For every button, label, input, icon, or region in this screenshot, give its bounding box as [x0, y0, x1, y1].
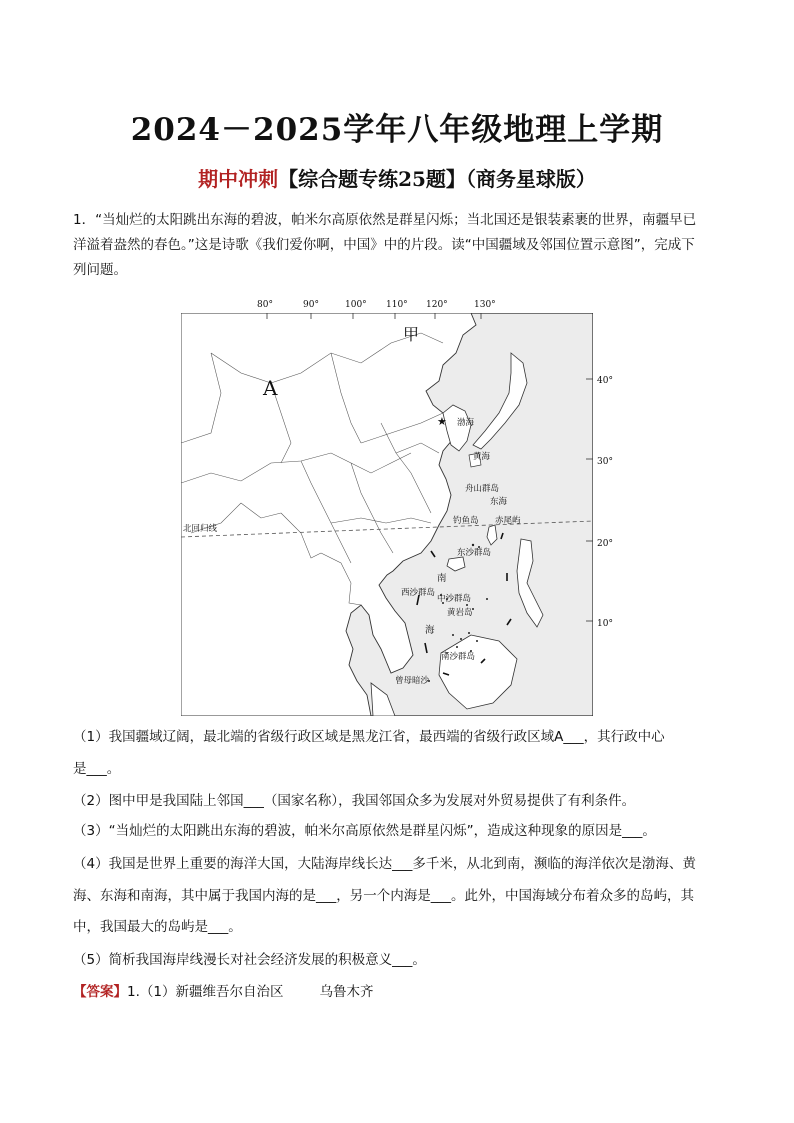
question-line: （5）简析我国海岸线漫长对社会经济发展的积极意义___。	[73, 952, 426, 968]
map-label-nan: 南	[437, 573, 447, 584]
map-label-zengmu: 曾母暗沙	[395, 676, 430, 686]
lon-label: 90°	[303, 300, 319, 310]
map-label-zhongsha: 中沙群岛	[437, 594, 472, 604]
map-label-dongsha: 东沙群岛	[457, 548, 492, 558]
question-line: 海、东海和南海，其中属于我国内海的是___，另一个内海是___。此外，中国海域分布着众多的岛屿，其	[73, 888, 694, 904]
map-label-diaoyu: 钓鱼岛	[453, 516, 479, 526]
page-title: 2024－2025学年八年级地理上学期	[130, 112, 664, 148]
page-subtitle	[0, 163, 794, 192]
lon-label: 110°	[386, 300, 408, 310]
lon-label: 130°	[474, 300, 496, 310]
question-line: （2）图中甲是我国陆上邻国___（国家名称），我国邻国众多为发展对外贸易提供了有利条件。	[73, 793, 636, 809]
lat-label: 40°	[597, 376, 613, 386]
lat-label: 20°	[597, 539, 613, 549]
question-line: 中，我国最大的岛屿是___。	[73, 919, 242, 935]
answer-part-2: 乌鲁木齐	[319, 984, 374, 1000]
map-label-huangyan: 黄岩岛	[447, 608, 473, 618]
lat-label: 10°	[597, 619, 613, 629]
question-line: （1）我国疆域辽阔，最北端的省级行政区域是黑龙江省，最西端的省级行政区域A___，其行政中心	[73, 729, 665, 745]
map-label-bohai: 渤海	[457, 418, 475, 428]
map-label-jia: 甲	[403, 325, 420, 344]
question-line: 是___。	[73, 761, 121, 777]
map-label-huanghai: 黄海	[473, 452, 491, 462]
lat-label: 30°	[597, 457, 613, 467]
lon-label: 80°	[257, 300, 273, 310]
china-territory-map	[181, 313, 593, 716]
map-label-hai: 海	[425, 625, 435, 636]
question-line: （3）“当灿烂的太阳跳出东海的碧波，帕米尔高原依然是群星闪烁”，造成这种现象的原因是___。	[73, 823, 656, 839]
map-label-donghai: 东海	[490, 497, 508, 507]
intro-line-1: 1．“当灿烂的太阳跳出东海的碧波，帕米尔高原依然是群星闪烁；当北国还是银装素裹的世界，南疆早已	[73, 212, 697, 228]
answer-line	[73, 980, 373, 1000]
map-label-zhoushan: 舟山群岛	[465, 484, 500, 494]
intro-line-3: 列问题。	[73, 262, 127, 278]
map-label-xisha: 西沙群岛	[401, 588, 436, 598]
answer-tag: 【答案】	[73, 984, 127, 1000]
map-label-tropic: 北回归线	[183, 524, 218, 534]
question-line: （4）我国是世界上重要的海洋大国，大陆海岸线长达___多千米，从北到南，濒临的海洋依次是渤海、黄	[73, 856, 696, 872]
intro-line-2: 洋溢着盎然的春色。”这是诗歌《我们爱你啊，中国》中的片段。读“中国疆域及邻国位置示意图”，完成下	[73, 237, 695, 253]
map-label-nansha: 南沙群岛	[441, 652, 476, 662]
lon-label: 120°	[426, 300, 448, 310]
subtitle-text: 【综合题专练25题】（商务星球版）	[278, 167, 596, 191]
answer-part-1: 1.（1）新疆维吾尔自治区	[127, 984, 284, 1000]
subtitle-highlight: 期中冲刺	[198, 167, 279, 191]
capital-star-icon: ★	[437, 415, 447, 428]
map-label-A: A	[263, 376, 278, 400]
lon-label: 100°	[345, 300, 367, 310]
map-label-chiwei: 赤尾屿	[495, 516, 521, 526]
